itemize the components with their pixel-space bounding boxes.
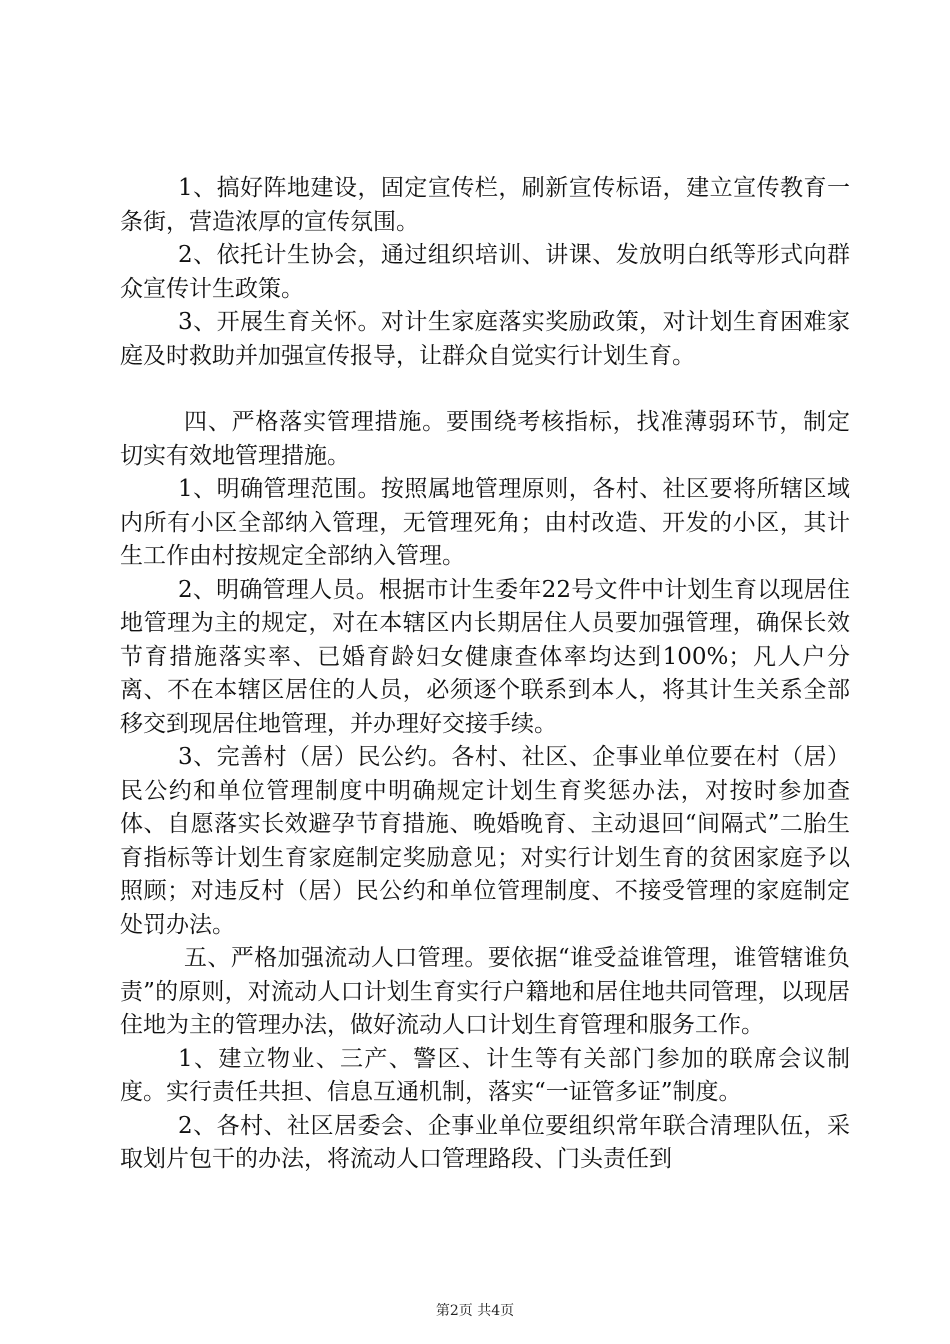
paragraph-5-2: 2、各村、社区居委会、企事业单位要组织常年联合清理队伍，采取划片包干的办法，将流动人口管理路段、门头责任到 [120,1112,850,1172]
page-number: 第2页 共4页 [435,1303,515,1319]
document-body [120,172,850,1177]
paragraph-4-2: 2、明确管理人员。根据市计生委年22号文件中计划生育以现居住地管理为主的规定，对在本辖区内长期居住人员要加强管理，确保长效节育措施落实率、已婚育龄妇女健康查体率均达到100%；凡人户分离、不在本辖区居住的人员，必须逐个联系到本人，将其计生关系全部移交到现居住地管理，并办理好交接手续。 [120,576,850,737]
paragraph-4-1: 1、明确管理范围。按照属地管理原则，各村、社区要将所辖区域内所有小区全部纳入管理，无管理死角；由村改造、开发的小区，其计生工作由村按规定全部纳入管理。 [120,476,850,569]
paragraph-2: 2、依托计生协会，通过组织培训、讲课、发放明白纸等形式向群众宣传计生政策。 [120,242,850,302]
paragraph-4-3: 3、完善村（居）民公约。各村、社区、企事业单位要在村（居）民公约和单位管理制度中明确规定计划生育奖惩办法，对按时参加查体、自愿落实长效避孕节育措施、晚婚晚育、主动退回“间隔式”二胎生育指标等计划生育家庭制定奖励意见；对实行计划生育的贫困家庭予以照顾；对违反村（居）民公约和单位管理制度、不接受管理的家庭制定处罚办法。 [120,744,850,938]
paragraph-5-1: 1、建立物业、三产、警区、计生等有关部门参加的联席会议制度。实行责任共担、信息互通机制，落实“一证管多证”制度。 [120,1045,850,1105]
section-heading-5: 五、严格加强流动人口管理。要依据“谁受益谁管理，谁管辖谁负责”的原则，对流动人口计划生育实行户籍地和居住地共同管理，以现居住地为主的管理办法，做好流动人口计划生育管理和服务工作。 [120,945,850,1038]
paragraph-1: 1、搞好阵地建设，固定宣传栏，刷新宣传标语，建立宣传教育一条街，营造浓厚的宣传氛围。 [120,175,850,235]
paragraph-gap [120,373,850,406]
page-footer [0,1300,950,1320]
section-heading-4: 四、严格落实管理措施。要围绕考核指标，找准薄弱环节，制定切实有效地管理措施。 [120,409,850,469]
paragraph-3: 3、开展生育关怀。对计生家庭落实奖励政策，对计划生育困难家庭及时救助并加强宣传报导，让群众自觉实行计划生育。 [120,309,850,369]
